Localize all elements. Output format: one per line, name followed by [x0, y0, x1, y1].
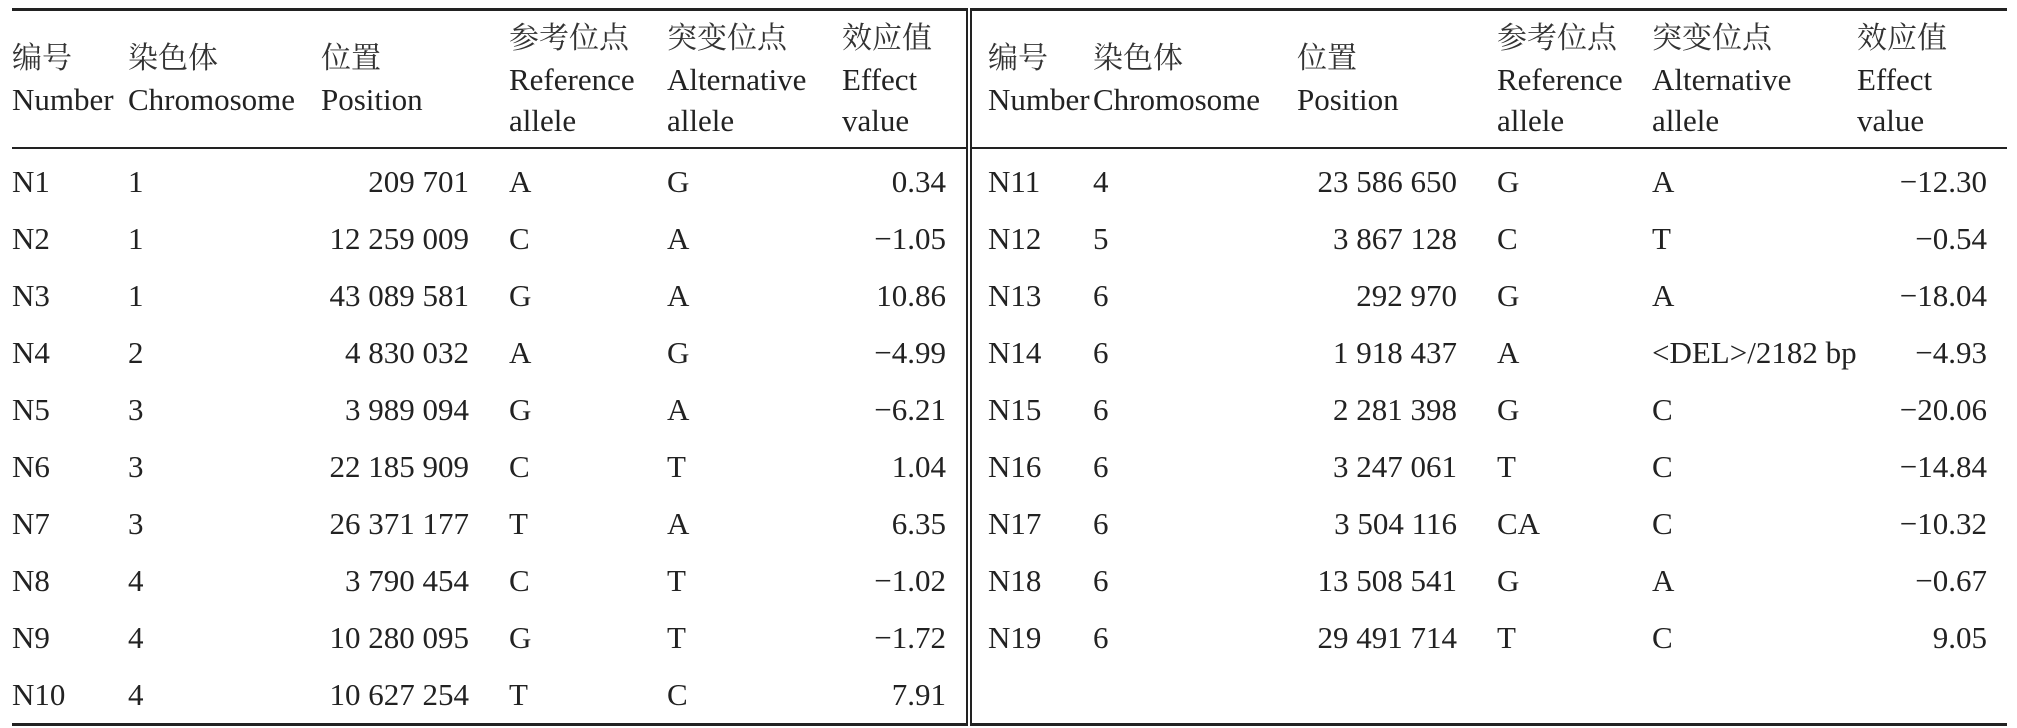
header-effect-left	[842, 10, 969, 149]
cell-ref-left: G	[509, 277, 532, 313]
cell-number-right: N19	[988, 619, 1042, 655]
header-reference-left	[509, 10, 667, 149]
cell-ref-right: G	[1497, 391, 1520, 427]
cell-ref-left: T	[509, 505, 528, 541]
header-reference-en2: allele	[509, 102, 577, 138]
header-number-en: Number	[988, 82, 1090, 117]
cell-chromosome-right: 6	[1093, 277, 1109, 313]
cell-effect-left: 10.86	[842, 267, 969, 324]
header-effect-en1: Effect	[1857, 61, 1933, 97]
header-effect-en1: Effect	[842, 61, 918, 97]
header-alternative-zh: 突变位点	[667, 20, 787, 56]
header-number-right	[969, 10, 1093, 149]
cell-ref-left: C	[509, 562, 530, 598]
header-effect-zh: 效应值	[842, 20, 932, 56]
header-position-zh: 位置	[321, 41, 381, 76]
cell-chromosome-left: 1	[128, 277, 144, 313]
cell-ref-left: C	[509, 220, 530, 256]
header-reference-en2: allele	[1497, 102, 1565, 138]
table-row	[12, 267, 2007, 324]
cell-chromosome-right: 6	[1093, 619, 1109, 655]
cell-position-right: 29 491 714	[1317, 619, 1457, 655]
cell-number-right	[969, 666, 1093, 725]
cell-chromosome-right: 4	[1093, 163, 1109, 199]
cell-effect-right: −14.84	[1899, 448, 1987, 484]
table-row	[12, 210, 2007, 267]
cell-position-left: 10 280 095	[329, 619, 469, 655]
cell-ref-right: T	[1497, 448, 1516, 484]
cell-ref-right	[1497, 666, 1652, 725]
cell-chromosome-left: 3	[128, 391, 144, 427]
cell-alt-right: A	[1652, 163, 1675, 199]
header-effect-right	[1857, 10, 2007, 149]
cell-position-left: 22 185 909	[329, 448, 469, 484]
table-row	[12, 148, 2007, 210]
cell-chromosome-right: 6	[1093, 448, 1109, 484]
cell-alt-right: T	[1652, 220, 1671, 256]
cell-effect-right: −10.32	[1899, 505, 1987, 541]
cell-effect-right	[1857, 666, 2007, 725]
cell-chromosome-right: 6	[1093, 562, 1109, 598]
cell-number-left: N3	[12, 277, 50, 313]
cell-chromosome-right: 6	[1093, 505, 1109, 541]
table-row	[12, 666, 2007, 725]
cell-ref-right: C	[1497, 220, 1518, 256]
table-row	[12, 609, 2007, 666]
cell-position-left: 4 830 032	[345, 334, 469, 370]
header-reference-en1: Reference	[1497, 61, 1623, 97]
cell-position-right: 3 504 116	[1334, 505, 1457, 541]
cell-effect-right: −20.06	[1899, 391, 1987, 427]
cell-position-right: 292 970	[1356, 277, 1457, 313]
cell-number-right: N18	[988, 562, 1042, 598]
cell-ref-left: A	[509, 163, 532, 199]
cell-effect-left: −1.72	[842, 609, 969, 666]
cell-effect-left: 1.04	[842, 438, 969, 495]
cell-effect-left: −1.05	[842, 210, 969, 267]
cell-chromosome-right	[1093, 666, 1297, 725]
cell-chromosome-right: 5	[1093, 220, 1109, 256]
cell-number-right: N15	[988, 391, 1042, 427]
cell-effect-left: −6.21	[842, 381, 969, 438]
header-alternative-zh: 突变位点	[1652, 20, 1772, 56]
cell-alt-right: C	[1652, 619, 1673, 655]
cell-number-left: N7	[12, 505, 50, 541]
header-effect-en2: value	[842, 102, 910, 138]
cell-position-right: 13 508 541	[1317, 562, 1457, 598]
table-header	[12, 10, 2007, 149]
cell-number-left: N4	[12, 334, 50, 370]
cell-number-left: N5	[12, 391, 50, 427]
cell-effect-left: −4.99	[842, 324, 969, 381]
header-reference-right	[1497, 10, 1652, 149]
cell-position-left: 3 989 094	[345, 391, 469, 427]
table-row	[12, 552, 2007, 609]
cell-chromosome-right: 6	[1093, 391, 1109, 427]
cell-ref-left: G	[509, 391, 532, 427]
cell-alt-left: A	[667, 391, 690, 427]
header-chromosome-zh: 染色体	[1093, 41, 1183, 76]
cell-alt-left: A	[667, 277, 690, 313]
cell-effect-left: 6.35	[842, 495, 969, 552]
cell-ref-right: T	[1497, 619, 1516, 655]
table-row	[12, 438, 2007, 495]
cell-alt-left: T	[667, 619, 686, 655]
cell-chromosome-left: 1	[128, 220, 144, 256]
cell-effect-right: 9.05	[1932, 619, 1987, 655]
cell-effect-right: −0.67	[1915, 562, 1987, 598]
cell-number-left: N9	[12, 619, 50, 655]
cell-alt-left: A	[667, 505, 690, 541]
header-number-en: Number	[12, 82, 114, 117]
cell-chromosome-left: 2	[128, 334, 144, 370]
header-number-zh: 编号	[988, 41, 1048, 76]
cell-alt-left: T	[667, 448, 686, 484]
header-alternative-right	[1652, 10, 1857, 149]
header-alternative-en2: allele	[667, 102, 735, 138]
cell-position-right	[1297, 666, 1497, 725]
header-position-left	[321, 10, 509, 149]
cell-effect-right: −12.30	[1899, 163, 1987, 199]
cell-position-right: 23 586 650	[1317, 163, 1457, 199]
header-chromosome-right	[1093, 10, 1297, 149]
header-alternative-en1: Alternative	[667, 61, 807, 97]
cell-chromosome-left: 1	[128, 163, 144, 199]
cell-alt-left: G	[667, 334, 690, 370]
cell-alt-left: G	[667, 163, 690, 199]
cell-number-left: N8	[12, 562, 50, 598]
cell-alt-right: <DEL>/2182 bp	[1652, 334, 1857, 370]
header-chromosome-en: Chromosome	[1093, 82, 1261, 117]
header-chromosome-zh: 染色体	[128, 41, 218, 76]
cell-ref-right: A	[1497, 334, 1520, 370]
cell-ref-left: C	[509, 448, 530, 484]
cell-ref-right: G	[1497, 562, 1520, 598]
cell-alt-right: C	[1652, 391, 1673, 427]
cell-chromosome-left: 4	[128, 676, 144, 712]
cell-ref-right: CA	[1497, 505, 1541, 541]
header-position-zh: 位置	[1297, 41, 1357, 76]
cell-position-right: 2 281 398	[1333, 391, 1457, 427]
cell-position-left: 209 701	[368, 163, 469, 199]
header-position-en: Position	[321, 82, 423, 117]
cell-number-right: N13	[988, 277, 1042, 313]
cell-position-left: 12 259 009	[329, 220, 469, 256]
header-alternative-en2: allele	[1652, 102, 1720, 138]
header-reference-en1: Reference	[509, 61, 635, 97]
cell-effect-right: −4.93	[1915, 334, 1987, 370]
cell-chromosome-left: 3	[128, 448, 144, 484]
cell-position-left: 10 627 254	[329, 676, 469, 712]
cell-chromosome-left: 4	[128, 562, 144, 598]
table-row	[12, 324, 2007, 381]
header-number-left	[12, 10, 128, 149]
cell-effect-left: 0.34	[842, 148, 969, 210]
cell-position-left: 3 790 454	[345, 562, 469, 598]
header-number-zh: 编号	[12, 41, 72, 76]
cell-position-left: 43 089 581	[329, 277, 469, 313]
cell-number-left: N10	[12, 676, 66, 712]
cell-ref-right: G	[1497, 277, 1520, 313]
header-reference-zh: 参考位点	[509, 20, 629, 56]
header-effect-zh: 效应值	[1857, 20, 1947, 56]
cell-alt-left: C	[667, 676, 688, 712]
header-chromosome-en: Chromosome	[128, 82, 296, 117]
table-row	[12, 381, 2007, 438]
cell-effect-left: −1.02	[842, 552, 969, 609]
cell-number-right: N12	[988, 220, 1042, 256]
cell-alt-right: A	[1652, 562, 1675, 598]
cell-alt-right: C	[1652, 505, 1673, 541]
cell-position-right: 3 247 061	[1333, 448, 1457, 484]
cell-number-right: N11	[988, 163, 1041, 199]
cell-alt-left: T	[667, 562, 686, 598]
cell-number-right: N16	[988, 448, 1042, 484]
cell-chromosome-left: 3	[128, 505, 144, 541]
cell-ref-left: G	[509, 619, 532, 655]
cell-ref-right: G	[1497, 163, 1520, 199]
header-row	[12, 10, 2007, 149]
cell-effect-right: −18.04	[1899, 277, 1987, 313]
cell-chromosome-left: 4	[128, 619, 144, 655]
cell-number-left: N6	[12, 448, 50, 484]
cell-alt-right: C	[1652, 448, 1673, 484]
table-body	[12, 148, 2007, 725]
cell-effect-right: −0.54	[1915, 220, 1987, 256]
snp-effect-table	[12, 8, 2007, 726]
header-reference-zh: 参考位点	[1497, 20, 1617, 56]
header-chromosome-left	[128, 10, 321, 149]
cell-ref-left: A	[509, 334, 532, 370]
header-effect-en2: value	[1857, 102, 1925, 138]
cell-position-right: 3 867 128	[1333, 220, 1457, 256]
header-alternative-en1: Alternative	[1652, 61, 1792, 97]
cell-chromosome-right: 6	[1093, 334, 1109, 370]
cell-effect-left: 7.91	[842, 666, 969, 725]
cell-position-right: 1 918 437	[1333, 334, 1457, 370]
table-row	[12, 495, 2007, 552]
cell-number-left: N2	[12, 220, 50, 256]
cell-alt-right: A	[1652, 277, 1675, 313]
cell-ref-left: T	[509, 676, 528, 712]
cell-alt-left: A	[667, 220, 690, 256]
snp-table-container	[12, 8, 2007, 726]
header-position-en: Position	[1297, 82, 1399, 117]
cell-alt-right	[1652, 666, 1857, 725]
cell-number-right: N17	[988, 505, 1042, 541]
cell-position-left: 26 371 177	[329, 505, 469, 541]
cell-number-left: N1	[12, 163, 50, 199]
header-position-right	[1297, 10, 1497, 149]
cell-number-right: N14	[988, 334, 1042, 370]
header-alternative-left	[667, 10, 842, 149]
